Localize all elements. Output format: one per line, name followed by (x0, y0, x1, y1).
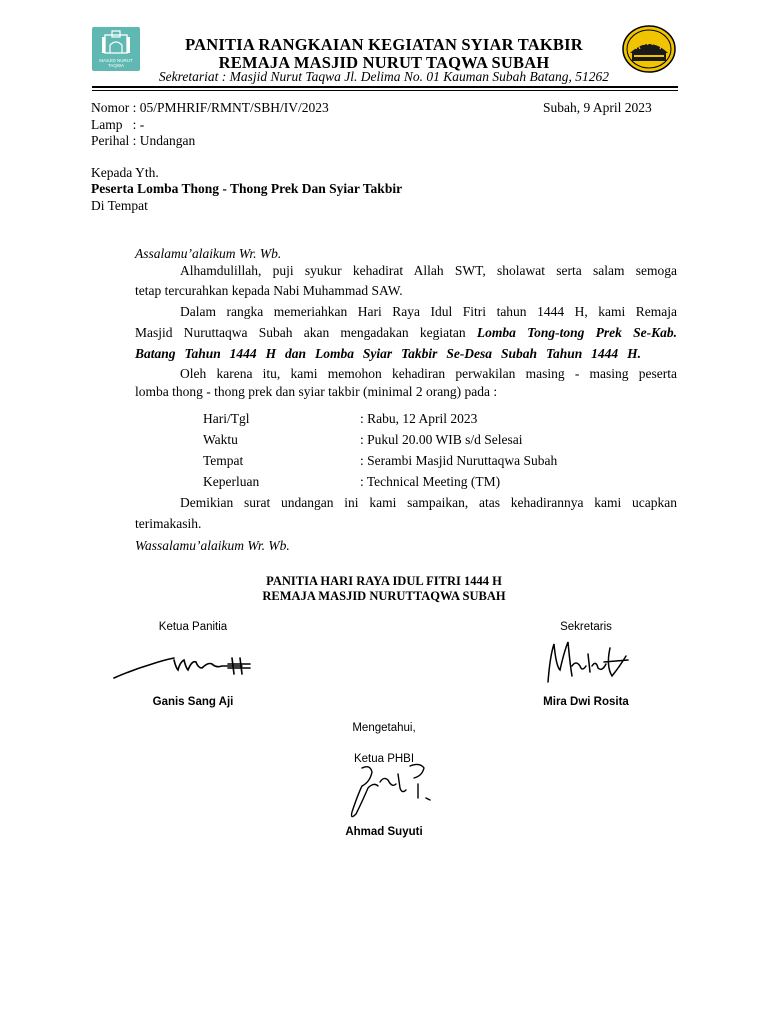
letter-attachment: Lamp : - (91, 117, 145, 132)
detail-value-purpose: : Technical Meeting (TM) (360, 474, 501, 489)
paragraph-4-line-2: terimakasih. (135, 516, 202, 531)
paragraph-3-line-2: lomba thong - thong prek dan syiar takbir (minimal 2 orang) pada : (135, 384, 498, 399)
letterhead-rule (92, 86, 678, 88)
left-handwritten-signature (112, 648, 262, 687)
paragraph-1-line-2: tetap tercurahkan kepada Nabi Muhammad SAW. (135, 283, 403, 298)
recipient-name: Peserta Lomba Thong - Thong Prek Dan Syiar Takbir (91, 181, 403, 196)
paragraph-3-line-1: Oleh karena itu, kami memohon kehadiran perwakilan masing - masing peserta (180, 366, 677, 381)
detail-value-day: : Rabu, 12 April 2023 (360, 411, 478, 426)
logo-caption: MASJID NURUT TAQWA (99, 58, 133, 68)
letterhead-address: Sekretariat : Masjid Nurut Taqwa Jl. Delima No. 01 Kauman Subah Batang, 51262 (158, 69, 610, 84)
detail-label-time: Waktu (203, 432, 238, 447)
right-signer-role: Sekretaris (560, 621, 612, 633)
letterhead-title-1: PANITIA RANGKAIAN KEGIATAN SYIAR TAKBIR (185, 35, 583, 54)
bottom-handwritten-signature (340, 758, 440, 829)
letterhead-rule-thin (92, 90, 678, 91)
recipient-place: Di Tempat (91, 198, 148, 213)
bottom-signer-role: Ketua PHBI (353, 753, 415, 765)
paragraph-2-emphasis: Lomba Tong-tong Prek Se-Kab. (476, 325, 677, 340)
greeting: Assalamu’alaikum Wr. Wb. (135, 246, 282, 261)
detail-label-place: Tempat (203, 453, 244, 468)
paragraph-1-line-1: Alhamdulillah, puji syukur kehadirat Allah SWT, sholawat serta salam semoga (180, 263, 677, 278)
right-handwritten-signature (540, 636, 640, 697)
detail-value-place: : Serambi Masjid Nuruttaqwa Subah (360, 453, 558, 468)
left-signer-role: Ketua Panitia (158, 621, 228, 633)
detail-value-time: : Pukul 20.00 WIB s/d Selesai (360, 432, 523, 447)
recipient-salutation: Kepada Yth. (91, 165, 159, 180)
paragraph-2-line-1: Dalam rangka memeriahkan Hari Raya Idul Fitri tahun 1444 H, kami Remaja (180, 304, 677, 319)
acknowledge-label: Mengetahui, (352, 722, 416, 734)
detail-label-purpose: Keperluan (203, 474, 260, 489)
left-signer-name: Ganis Sang Aji (152, 696, 234, 708)
paragraph-2-line-2 (135, 325, 677, 341)
closing-greeting: Wassalamu’alaikum Wr. Wb. (135, 538, 290, 553)
letter-subject: Perihal : Undangan (91, 133, 196, 148)
bottom-signer-name: Ahmad Suyuti (345, 826, 423, 838)
detail-label-day: Hari/Tgl (203, 411, 250, 426)
committee-title-2: REMAJA MASJID NURUTTAQWA SUBAH (262, 589, 506, 603)
letterhead-title-2: REMAJA MASJID NURUT TAQWA SUBAH (218, 53, 550, 72)
paragraph-2-plain: Masjid Nuruttaqwa Subah akan mengadakan kegiatan (135, 325, 477, 340)
paragraph-2-line-3: Batang Tahun 1444 H dan Lomba Syiar Takbir Se-Desa Subah Tahun 1444 H. (135, 346, 641, 361)
paragraph-4-line-1: Demikian surat undangan ini kami sampaikan, atas kehadirannya kami ucapkan (180, 495, 677, 510)
right-signer-name: Mira Dwi Rosita (543, 696, 629, 708)
letter-number: Nomor : 05/PMHRIF/RMNT/SBH/IV/2023 (91, 100, 329, 115)
letter-date: Subah, 9 April 2023 (543, 100, 652, 115)
committee-title-1: PANITIA HARI RAYA IDUL FITRI 1444 H (266, 574, 502, 588)
